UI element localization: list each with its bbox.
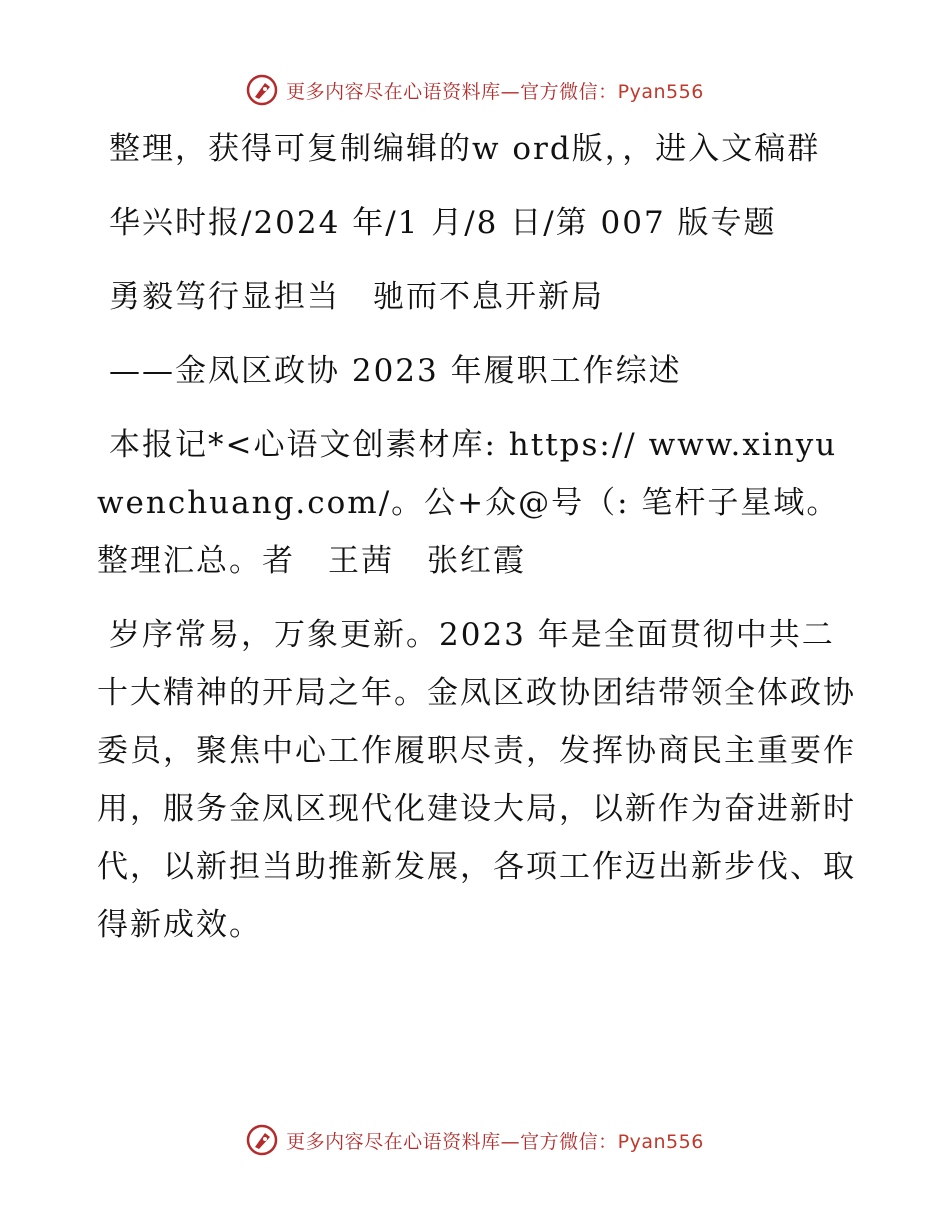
headline: 勇毅笃行显担当 驰而不息开新局 bbox=[109, 279, 604, 315]
footer-watermark bbox=[0, 1120, 950, 1160]
pen-nib-seal-icon bbox=[246, 74, 278, 106]
watermark-text: 更多内容尽在心语资料库—官方微信：Pyan556 bbox=[286, 1130, 704, 1153]
intro-paragraph: 整理，获得可复制编辑的w ord版，，进入文稿群 bbox=[109, 131, 821, 167]
byline: 本报记*<心语文创素材库: https:// www.xinyuwenchuang.com/。公+众@号（: 笔杆子星域。整理汇总。者 王茜 张红霞 bbox=[97, 427, 840, 579]
pen-nib-seal-icon bbox=[246, 1124, 278, 1156]
document-body bbox=[97, 120, 857, 970]
watermark-text: 更多内容尽在心语资料库—官方微信：Pyan556 bbox=[286, 80, 704, 103]
body-paragraph: 岁序常易，万象更新。2023 年是全面贯彻中共二十大精神的开局之年。金凤区政协团结带领全体政协委员，聚焦中心工作履职尽责，发挥协商民主重要作用，服务金凤区现代化建设大局，以新作为奋进新时代，以新担当助推新发展，各项工作迈出新步伐、取得新成效。 bbox=[97, 617, 856, 943]
source-line: 华兴时报/2024 年/1 月/8 日/第 007 版专题 bbox=[109, 205, 777, 241]
subheadline: ——金凤区政协 2023 年履职工作综述 bbox=[109, 353, 682, 389]
header-watermark bbox=[0, 70, 950, 110]
